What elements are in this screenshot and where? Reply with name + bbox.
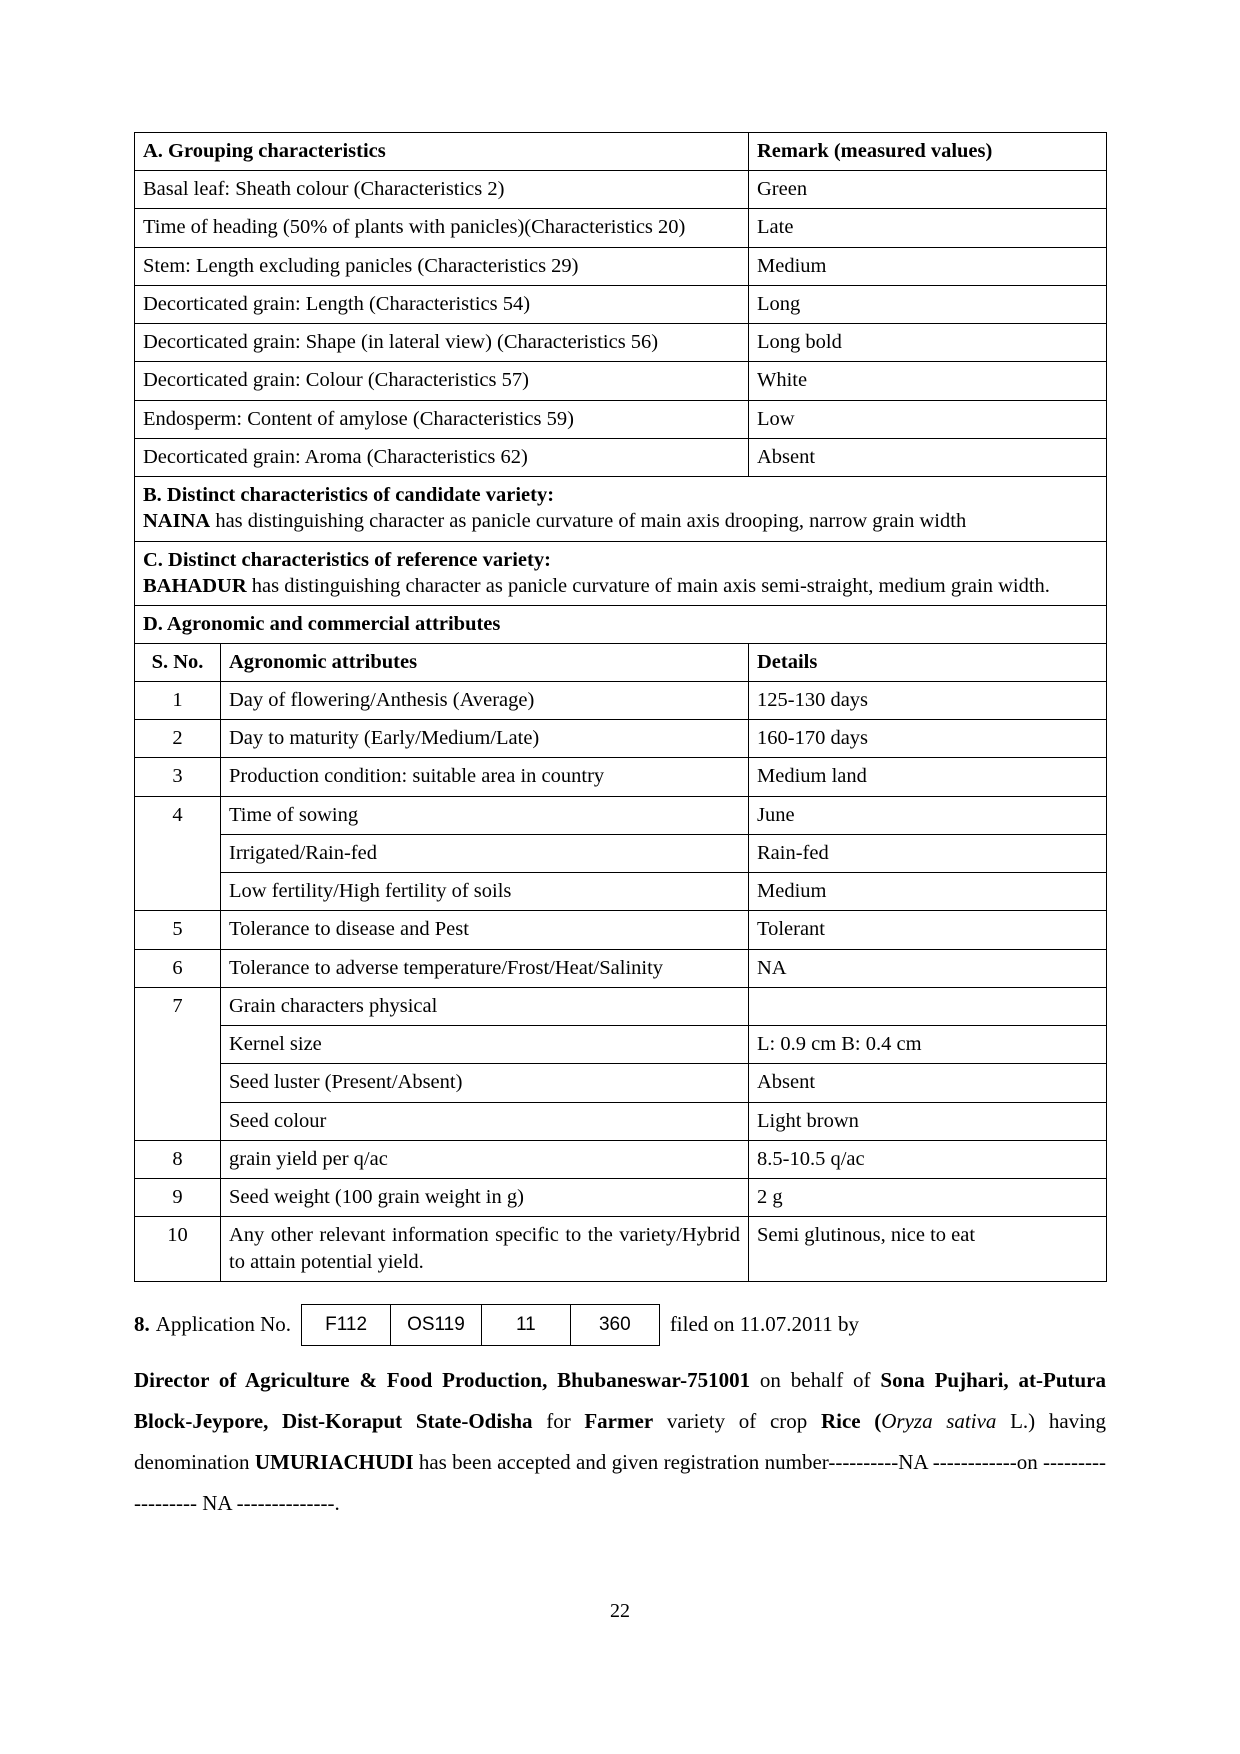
- behalf-of-name: Sona Pujhari, at-Putura Block-Jeypore, Dist-Koraput State-Odisha: [134, 1367, 1106, 1433]
- details-cell: Absent: [749, 1064, 1107, 1102]
- attribute-cell: Kernel size: [221, 1026, 749, 1064]
- grouping-header-right: Remark (measured values): [749, 133, 1107, 171]
- page-content: [134, 132, 1106, 1524]
- attribute-cell: grain yield per q/ac: [221, 1140, 749, 1178]
- table-row: [135, 987, 1107, 1025]
- table-row: [135, 911, 1107, 949]
- table-row: [135, 1179, 1107, 1217]
- agronomic-attributes-table: [134, 643, 1107, 1282]
- column-header-sno: S. No.: [135, 643, 221, 681]
- remark-cell: Absent: [749, 438, 1107, 476]
- on-behalf-text: on behalf of: [750, 1367, 881, 1392]
- table-row: [135, 873, 1107, 911]
- characteristic-cell: Decorticated grain: Shape (in lateral view) (Characteristics 56): [135, 324, 749, 362]
- section-c-row: [135, 541, 1107, 605]
- characteristic-cell: Decorticated grain: Aroma (Characteristics 62): [135, 438, 749, 476]
- sno-cell: 3: [135, 758, 221, 796]
- details-cell: June: [749, 796, 1107, 834]
- table-header-row: [135, 133, 1107, 171]
- grouping-header-left: A. Grouping characteristics: [135, 133, 749, 171]
- sno-cell: 6: [135, 949, 221, 987]
- table-row: [135, 247, 1107, 285]
- section-b-variety: NAINA: [143, 510, 211, 533]
- crop-name: Rice (: [820, 1408, 882, 1433]
- characteristic-cell: Endosperm: Content of amylose (Characteristics 59): [135, 400, 749, 438]
- application-paragraph: [134, 1360, 1106, 1524]
- sno-cell: 2: [135, 720, 221, 758]
- table-row: [135, 209, 1107, 247]
- details-cell: [749, 987, 1107, 1025]
- section-c-body: has distinguishing character as panicle curvature of main axis semi-straight, medium grain width.: [246, 574, 1050, 597]
- table-row: [135, 362, 1107, 400]
- details-cell: 2 g: [749, 1179, 1107, 1217]
- sno-cell: 1: [135, 682, 221, 720]
- table-row: [135, 682, 1107, 720]
- denomination-text: having denomination: [134, 1408, 1106, 1474]
- details-cell: Medium: [749, 873, 1107, 911]
- characteristic-cell: Basal leaf: Sheath colour (Characteristics 2): [135, 171, 749, 209]
- sno-cell: 10: [135, 1217, 221, 1281]
- section-c-text: [143, 573, 1098, 599]
- attribute-cell: Grain characters physical: [221, 987, 749, 1025]
- table-row: [135, 1064, 1107, 1102]
- section-b-cell: [135, 477, 1107, 541]
- section-c-cell: [135, 541, 1107, 605]
- application-number-line: [134, 1304, 1106, 1346]
- item-number: 8.: [134, 1312, 150, 1337]
- attribute-cell: Seed weight (100 grain weight in g): [221, 1179, 749, 1217]
- attribute-cell: Seed luster (Present/Absent): [221, 1064, 749, 1102]
- attribute-cell: Irrigated/Rain-fed: [221, 834, 749, 872]
- attribute-cell: Any other relevant information specific to the variety/Hybrid to attain potential yield.: [221, 1217, 749, 1281]
- filed-on-text: filed on 11.07.2011 by: [669, 1312, 859, 1337]
- table-row: [135, 1217, 1107, 1281]
- section-c-variety: BAHADUR: [143, 574, 247, 597]
- attribute-cell: Day of flowering/Anthesis (Average): [221, 682, 749, 720]
- section-b-body: has distinguishing character as panicle curvature of main axis drooping, narrow grain width: [210, 510, 967, 533]
- table-row: [135, 949, 1107, 987]
- characteristic-cell: Stem: Length excluding panicles (Characteristics 29): [135, 247, 749, 285]
- table-row: [135, 171, 1107, 209]
- details-cell: NA: [749, 949, 1107, 987]
- grouping-characteristics-table: [134, 132, 1107, 644]
- variety-type: Farmer: [584, 1408, 654, 1433]
- section-d-heading: D. Agronomic and commercial attributes: [135, 606, 1107, 644]
- remark-cell: Green: [749, 171, 1107, 209]
- attribute-cell: Time of sowing: [221, 796, 749, 834]
- crop-text: variety of crop: [653, 1408, 821, 1433]
- remark-cell: White: [749, 362, 1107, 400]
- column-header-attributes: Agronomic attributes: [221, 643, 749, 681]
- attribute-cell: Tolerance to disease and Pest: [221, 911, 749, 949]
- for-text: for: [532, 1408, 585, 1433]
- appno-box-2[interactable]: OS119: [391, 1305, 482, 1345]
- remark-cell: Late: [749, 209, 1107, 247]
- sno-cell: 4: [135, 796, 221, 911]
- application-number-boxes: [301, 1304, 660, 1346]
- details-cell: 125-130 days: [749, 682, 1107, 720]
- section-b-text: [143, 508, 1098, 534]
- application-label: Application No.: [155, 1312, 292, 1337]
- sno-cell: 9: [135, 1179, 221, 1217]
- details-cell: L: 0.9 cm B: 0.4 cm: [749, 1026, 1107, 1064]
- table-row: [135, 1140, 1107, 1178]
- remark-cell: Long: [749, 285, 1107, 323]
- applicant-name: Director of Agriculture & Food Production, Bhubaneswar-751001: [134, 1367, 751, 1392]
- table-row: [135, 796, 1107, 834]
- table-header-row: [135, 643, 1107, 681]
- table-row: [135, 400, 1107, 438]
- details-cell: 160-170 days: [749, 720, 1107, 758]
- attribute-cell: Tolerance to adverse temperature/Frost/Heat/Salinity: [221, 949, 749, 987]
- section-b-row: [135, 477, 1107, 541]
- sno-cell: 7: [135, 987, 221, 1140]
- crop-botanical-name: Oryza sativa: [881, 1408, 997, 1433]
- page-number: 22: [610, 1600, 630, 1622]
- details-cell: Medium land: [749, 758, 1107, 796]
- section-c-heading: C. Distinct characteristics of reference variety:: [143, 548, 551, 571]
- column-header-details: Details: [749, 643, 1107, 681]
- table-row: [135, 720, 1107, 758]
- remark-cell: Medium: [749, 247, 1107, 285]
- table-row: [135, 834, 1107, 872]
- table-row: [135, 438, 1107, 476]
- denomination-name: UMURIACHUDI: [254, 1449, 414, 1474]
- characteristic-cell: Decorticated grain: Length (Characteristics 54): [135, 285, 749, 323]
- crop-tail: L.): [996, 1408, 1036, 1433]
- section-d-row: [135, 606, 1107, 644]
- table-row: [135, 324, 1107, 362]
- table-row: [135, 1102, 1107, 1140]
- attribute-cell: Seed colour: [221, 1102, 749, 1140]
- details-cell: Light brown: [749, 1102, 1107, 1140]
- attribute-cell: Low fertility/High fertility of soils: [221, 873, 749, 911]
- table-row: [135, 758, 1107, 796]
- attribute-cell: Production condition: suitable area in country: [221, 758, 749, 796]
- appno-box-4[interactable]: 360: [598, 1314, 631, 1336]
- details-cell: 8.5-10.5 q/ac: [749, 1140, 1107, 1178]
- section-b-heading: B. Distinct characteristics of candidate variety:: [143, 484, 555, 507]
- appno-box-3[interactable]: 11: [482, 1305, 571, 1345]
- attribute-cell: Day to maturity (Early/Medium/Late): [221, 720, 749, 758]
- details-cell: Semi glutinous, nice to eat: [749, 1217, 1107, 1281]
- accepted-text: has been accepted and given registration number----------NA ------------on ------------------ NA --------------.: [134, 1449, 1106, 1515]
- appno-box-1[interactable]: F112: [302, 1305, 391, 1345]
- remark-cell: Low: [749, 400, 1107, 438]
- details-cell: Rain-fed: [749, 834, 1107, 872]
- characteristic-cell: Time of heading (50% of plants with panicles)(Characteristics 20): [135, 209, 749, 247]
- sno-cell: 5: [135, 911, 221, 949]
- table-row: [135, 1026, 1107, 1064]
- sno-cell: 8: [135, 1140, 221, 1178]
- details-cell: Tolerant: [749, 911, 1107, 949]
- remark-cell: Long bold: [749, 324, 1107, 362]
- table-row: [135, 285, 1107, 323]
- characteristic-cell: Decorticated grain: Colour (Characteristics 57): [135, 362, 749, 400]
